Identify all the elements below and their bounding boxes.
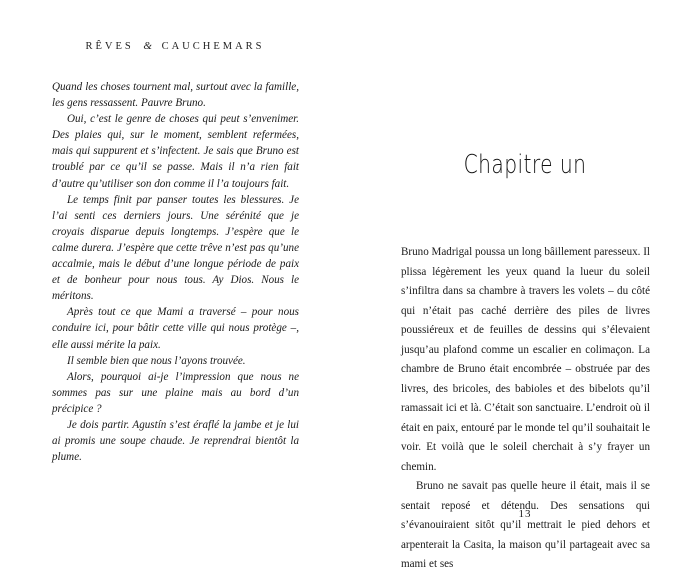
right-page (350, 0, 700, 570)
diary-paragraph: Après tout ce que Mami a traversé – pour nous conduire ici, pour bâtir cette ville qui nous protège –, elle aussi mérite la paix. (52, 306, 299, 351)
diary-paragraph: Le temps finit par panser toutes les blessures. Je l’ai senti ces derniers jours. Une sérénité que je croyais disparue depuis longtemps. J’espère que le calme durera. J’espère que cette trêve n’est pas qu’une accalmie, mais le début d’une longue période de paix et de bonheur pour nous tous. Ay Dios. Nous le méritons. (52, 193, 299, 303)
running-head-right: CAUCHEMARS (161, 41, 265, 52)
diary-paragraph: Je dois partir. Agustín s’est éraflé la jambe et je lui ai promis une soupe chaude. Je reprendrai bientôt la plume. (52, 418, 299, 464)
body-paragraph: Bruno Madrigal poussa un long bâillement paresseux. Il plissa légèrement les yeux quand la lueur du soleil s’infiltra dans sa chambre à travers les volets – du côté qui n’était pas caché derrière des piles de livres poussiéreux et de feuilles de dessins qui s’élevaient jusqu’au plafond comme un escalier en colimaçon. La chambre de Bruno était encombrée – obstruée par des livres, des bricoles, des babioles et des bibelots qu’il ramassait ici et là. C’était son sanctuaire. L’endroit où il était en paix, entouré par le monde tel qu’il souhaitait le voir. Et voilà que le soleil cherchait à s’y frayer un chemin. (401, 246, 650, 473)
diary-paragraph: Oui, c’est le genre de choses qui peut s’envenimer. Des plaies qui, sur le moment, semblent refermées, mais qui suppurent et s’infectent. Je sais que Bruno est troublé par ce qu’il se passe. Mais il n’a rien fait d’autre qu’utiliser son don comme il l’a toujours fait. (52, 113, 299, 190)
diary-entry-text (52, 79, 299, 465)
diary-paragraph: Quand les choses tournent mal, surtout avec la famille, les gens ressassent. Pauvre Bruno. (52, 81, 299, 110)
body-paragraph: Bruno ne savait pas quelle heure il était, mais il se sentait reposé et détendu. Des sensations qui s’évanouiraient sitôt qu’il mettrait le pied dehors et arpenterait la Casita, la maison qu’il partageait avec sa mami et ses (401, 480, 650, 570)
chapter-body-text (401, 243, 650, 575)
running-head-ampersand: & (143, 40, 152, 52)
running-head-left: RÊVES (85, 41, 134, 52)
diary-paragraph: Il semble bien que nous l’ayons trouvée. (67, 354, 246, 367)
running-head (0, 40, 350, 52)
chapter-title: Chapitre un (463, 150, 587, 180)
left-page (0, 0, 350, 557)
diary-paragraph: Alors, pourquoi ai-je l’impression que nous ne sommes pas sur une plaine mais au bord d’un précipice ? (52, 370, 299, 415)
page-number: 13 (518, 508, 532, 520)
